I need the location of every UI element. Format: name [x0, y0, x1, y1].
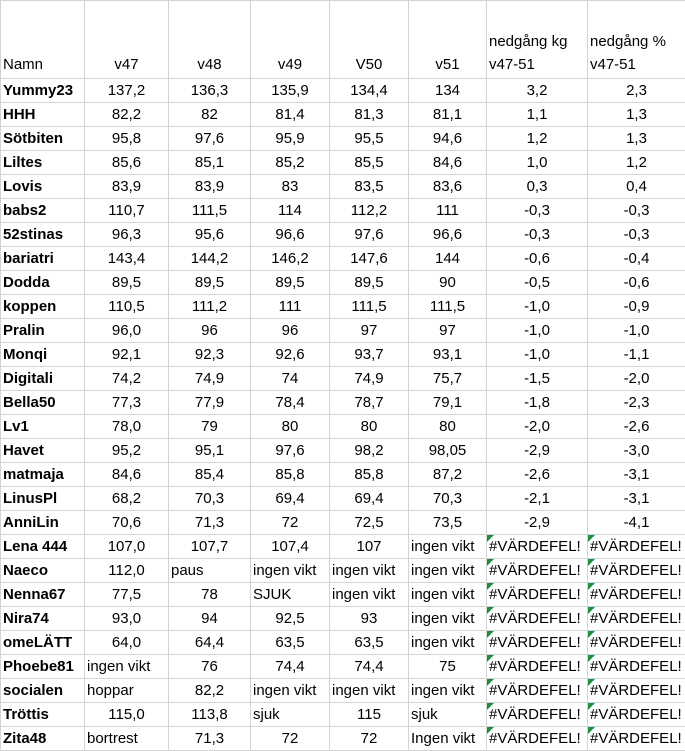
cell-v51[interactable]: 84,6 [409, 151, 487, 175]
cell-kg[interactable]: -1,8 [487, 391, 588, 415]
cell-v50[interactable]: 107 [330, 535, 409, 559]
cell-name[interactable]: Nira74 [1, 607, 85, 631]
table-row [1, 295, 685, 319]
cell-v48[interactable]: 83,9 [169, 175, 251, 199]
error-indicator-icon [588, 703, 595, 710]
cell-v50[interactable]: 72,5 [330, 511, 409, 535]
cell-v51[interactable]: 81,1 [409, 103, 487, 127]
cell-pct[interactable]: #VÄRDEFEL! [588, 583, 685, 607]
cell-pct[interactable]: -3,1 [588, 487, 685, 511]
cell-v47[interactable]: 64,0 [85, 631, 169, 655]
cell-v51[interactable]: 80 [409, 415, 487, 439]
cell-name[interactable]: Tröttis [1, 703, 85, 727]
cell-v51[interactable]: 98,05 [409, 439, 487, 463]
header-cell-v48[interactable]: v48 [169, 1, 251, 79]
cell-v51[interactable]: 96,6 [409, 223, 487, 247]
cell-v49[interactable]: 74 [251, 367, 330, 391]
header-kg-line2: v47-51 [489, 53, 585, 76]
cell-kg[interactable]: -1,0 [487, 343, 588, 367]
cell-v47[interactable]: 70,6 [85, 511, 169, 535]
table-row [1, 559, 685, 583]
cell-v47[interactable]: 95,2 [85, 439, 169, 463]
cell-v48[interactable]: 77,9 [169, 391, 251, 415]
cell-v48[interactable]: 82 [169, 103, 251, 127]
error-indicator-icon [588, 631, 595, 638]
cell-v51[interactable]: 83,6 [409, 175, 487, 199]
error-indicator-icon [487, 535, 494, 542]
cell-kg[interactable]: -0,6 [487, 247, 588, 271]
cell-v47[interactable]: ingen vikt [85, 655, 169, 679]
cell-kg[interactable]: -0,3 [487, 199, 588, 223]
cell-v51[interactable]: ingen vikt [409, 607, 487, 631]
cell-pct[interactable]: -3,1 [588, 463, 685, 487]
cell-v49[interactable]: 89,5 [251, 271, 330, 295]
table-row [1, 583, 685, 607]
cell-v47[interactable]: 83,9 [85, 175, 169, 199]
cell-kg[interactable]: -2,9 [487, 439, 588, 463]
cell-pct[interactable]: #VÄRDEFEL! [588, 727, 685, 751]
cell-name[interactable]: Bella50 [1, 391, 85, 415]
table-row [1, 535, 685, 559]
cell-kg[interactable]: 1,1 [487, 103, 588, 127]
cell-v50[interactable]: 115 [330, 703, 409, 727]
cell-v50[interactable]: 93,7 [330, 343, 409, 367]
table-row [1, 199, 685, 223]
cell-v48[interactable]: 96 [169, 319, 251, 343]
table-row [1, 103, 685, 127]
header-cell-v49[interactable]: v49 [251, 1, 330, 79]
cell-v51[interactable]: ingen vikt [409, 559, 487, 583]
error-indicator-icon [487, 559, 494, 566]
table-row [1, 367, 685, 391]
cell-v48[interactable]: 97,6 [169, 127, 251, 151]
error-indicator-icon [588, 679, 595, 686]
header-cell-name[interactable]: Namn [1, 1, 85, 79]
cell-v48[interactable]: 74,9 [169, 367, 251, 391]
cell-v49[interactable]: 85,2 [251, 151, 330, 175]
cell-pct[interactable]: -2,0 [588, 367, 685, 391]
cell-v51[interactable]: 79,1 [409, 391, 487, 415]
cell-v48[interactable]: 71,3 [169, 727, 251, 751]
cell-pct[interactable]: -0,3 [588, 199, 685, 223]
cell-v51[interactable]: 97 [409, 319, 487, 343]
cell-v49[interactable]: 92,6 [251, 343, 330, 367]
cell-kg[interactable]: #VÄRDEFEL! [487, 535, 588, 559]
error-indicator-icon [487, 679, 494, 686]
cell-v49[interactable]: 107,4 [251, 535, 330, 559]
cell-pct[interactable]: -0,9 [588, 295, 685, 319]
header-pct-line2: v47-51 [590, 53, 683, 76]
cell-v48[interactable]: 136,3 [169, 79, 251, 103]
cell-v50[interactable]: 63,5 [330, 631, 409, 655]
cell-v47[interactable]: 82,2 [85, 103, 169, 127]
error-indicator-icon [588, 535, 595, 542]
cell-v47[interactable]: 93,0 [85, 607, 169, 631]
cell-v48[interactable]: 85,1 [169, 151, 251, 175]
cell-pct[interactable]: #VÄRDEFEL! [588, 679, 685, 703]
cell-v48[interactable]: paus [169, 559, 251, 583]
table-row [1, 463, 685, 487]
cell-pct[interactable]: -3,0 [588, 439, 685, 463]
cell-v50[interactable]: 89,5 [330, 271, 409, 295]
cell-v48[interactable]: 111,2 [169, 295, 251, 319]
error-indicator-icon [588, 655, 595, 662]
cell-kg[interactable]: -2,9 [487, 511, 588, 535]
cell-pct[interactable]: #VÄRDEFEL! [588, 703, 685, 727]
cell-v49[interactable]: 72 [251, 727, 330, 751]
cell-v51[interactable]: ingen vikt [409, 631, 487, 655]
header-cell-v47[interactable]: v47 [85, 1, 169, 79]
cell-v50[interactable]: 97 [330, 319, 409, 343]
error-indicator-icon [588, 559, 595, 566]
cell-v49[interactable]: SJUK [251, 583, 330, 607]
cell-v47[interactable]: hoppar [85, 679, 169, 703]
cell-name[interactable]: omeLÄTT [1, 631, 85, 655]
cell-v47[interactable]: 84,6 [85, 463, 169, 487]
cell-name[interactable]: Havet [1, 439, 85, 463]
cell-pct[interactable]: -2,3 [588, 391, 685, 415]
table-row [1, 127, 685, 151]
cell-v49[interactable]: 81,4 [251, 103, 330, 127]
cell-v49[interactable]: 69,4 [251, 487, 330, 511]
table-row [1, 79, 685, 103]
cell-v50[interactable]: 69,4 [330, 487, 409, 511]
cell-v49[interactable]: ingen vikt [251, 679, 330, 703]
cell-v48[interactable]: 111,5 [169, 199, 251, 223]
cell-v50[interactable]: 111,5 [330, 295, 409, 319]
cell-v47[interactable]: 95,8 [85, 127, 169, 151]
cell-kg[interactable]: -2,6 [487, 463, 588, 487]
cell-v51[interactable]: 93,1 [409, 343, 487, 367]
cell-name[interactable]: HHH [1, 103, 85, 127]
cell-pct[interactable]: 1,2 [588, 151, 685, 175]
cell-pct[interactable]: #VÄRDEFEL! [588, 559, 685, 583]
cell-v47[interactable]: 78,0 [85, 415, 169, 439]
cell-v50[interactable]: 98,2 [330, 439, 409, 463]
cell-v49[interactable]: 96,6 [251, 223, 330, 247]
cell-v51[interactable]: ingen vikt [409, 535, 487, 559]
cell-v48[interactable]: 144,2 [169, 247, 251, 271]
cell-name[interactable]: Lv1 [1, 415, 85, 439]
cell-kg[interactable]: #VÄRDEFEL! [487, 703, 588, 727]
cell-v48[interactable]: 92,3 [169, 343, 251, 367]
table-row [1, 439, 685, 463]
cell-name[interactable]: Nenna67 [1, 583, 85, 607]
cell-pct[interactable]: -2,6 [588, 415, 685, 439]
cell-pct[interactable]: #VÄRDEFEL! [588, 631, 685, 655]
cell-v47[interactable]: 110,7 [85, 199, 169, 223]
cell-v47[interactable]: 143,4 [85, 247, 169, 271]
cell-v51[interactable]: 87,2 [409, 463, 487, 487]
cell-v51[interactable]: ingen vikt [409, 583, 487, 607]
cell-pct[interactable]: -0,6 [588, 271, 685, 295]
cell-v49[interactable]: 92,5 [251, 607, 330, 631]
header-cell-v50[interactable]: V50 [330, 1, 409, 79]
cell-v50[interactable]: 78,7 [330, 391, 409, 415]
table-row [1, 319, 685, 343]
cell-v51[interactable]: 111 [409, 199, 487, 223]
cell-name[interactable]: Naeco [1, 559, 85, 583]
cell-pct[interactable]: 0,4 [588, 175, 685, 199]
cell-v49[interactable]: sjuk [251, 703, 330, 727]
cell-v51[interactable]: ingen vikt [409, 679, 487, 703]
cell-v50[interactable]: 134,4 [330, 79, 409, 103]
cell-name[interactable]: Phoebe81 [1, 655, 85, 679]
cell-v51[interactable]: 75,7 [409, 367, 487, 391]
cell-v49[interactable]: 72 [251, 511, 330, 535]
table-row [1, 415, 685, 439]
header-kg-line1: nedgång kg [489, 30, 585, 53]
cell-v51[interactable]: 73,5 [409, 511, 487, 535]
cell-v50[interactable]: 95,5 [330, 127, 409, 151]
cell-v49[interactable]: 74,4 [251, 655, 330, 679]
cell-kg[interactable]: -0,5 [487, 271, 588, 295]
table-row [1, 679, 685, 703]
cell-v49[interactable]: 135,9 [251, 79, 330, 103]
cell-kg[interactable]: 3,2 [487, 79, 588, 103]
cell-kg[interactable]: #VÄRDEFEL! [487, 583, 588, 607]
cell-v50[interactable]: 85,8 [330, 463, 409, 487]
error-indicator-icon [487, 727, 494, 734]
cell-v51[interactable]: 134 [409, 79, 487, 103]
error-indicator-icon [487, 703, 494, 710]
cell-pct[interactable]: -0,4 [588, 247, 685, 271]
cell-v51[interactable]: 90 [409, 271, 487, 295]
header-row [1, 1, 685, 79]
cell-v47[interactable]: 110,5 [85, 295, 169, 319]
cell-v48[interactable]: 85,4 [169, 463, 251, 487]
cell-kg[interactable]: -1,5 [487, 367, 588, 391]
table-row [1, 655, 685, 679]
cell-v51[interactable]: 144 [409, 247, 487, 271]
cell-name[interactable]: Dodda [1, 271, 85, 295]
cell-name[interactable]: bariatri [1, 247, 85, 271]
table-row [1, 511, 685, 535]
cell-kg[interactable]: #VÄRDEFEL! [487, 655, 588, 679]
cell-v51[interactable]: 75 [409, 655, 487, 679]
cell-name[interactable]: AnniLin [1, 511, 85, 535]
cell-v48[interactable]: 89,5 [169, 271, 251, 295]
cell-pct[interactable]: #VÄRDEFEL! [588, 535, 685, 559]
cell-v49[interactable]: 111 [251, 295, 330, 319]
cell-v50[interactable]: 93 [330, 607, 409, 631]
cell-v47[interactable]: 137,2 [85, 79, 169, 103]
cell-kg[interactable]: -1,0 [487, 295, 588, 319]
header-cell-kg[interactable] [487, 1, 588, 79]
cell-v51[interactable]: 70,3 [409, 487, 487, 511]
cell-kg[interactable]: #VÄRDEFEL! [487, 631, 588, 655]
cell-name[interactable]: Liltes [1, 151, 85, 175]
cell-v47[interactable]: 68,2 [85, 487, 169, 511]
cell-v49[interactable]: 63,5 [251, 631, 330, 655]
cell-v47[interactable]: bortrest [85, 727, 169, 751]
cell-v50[interactable]: 147,6 [330, 247, 409, 271]
cell-pct[interactable]: #VÄRDEFEL! [588, 607, 685, 631]
cell-name[interactable]: babs2 [1, 199, 85, 223]
cell-name[interactable]: Monqi [1, 343, 85, 367]
table-row [1, 391, 685, 415]
table-row [1, 487, 685, 511]
cell-name[interactable]: 52stinas [1, 223, 85, 247]
table-row [1, 175, 685, 199]
cell-v48[interactable]: 107,7 [169, 535, 251, 559]
cell-v47[interactable]: 89,5 [85, 271, 169, 295]
cell-v50[interactable]: 97,6 [330, 223, 409, 247]
cell-v47[interactable]: 74,2 [85, 367, 169, 391]
cell-v49[interactable]: 85,8 [251, 463, 330, 487]
error-indicator-icon [588, 607, 595, 614]
cell-v47[interactable]: 107,0 [85, 535, 169, 559]
header-cell-pct[interactable] [588, 1, 685, 79]
error-indicator-icon [487, 655, 494, 662]
cell-name[interactable]: Yummy23 [1, 79, 85, 103]
cell-kg[interactable]: 1,0 [487, 151, 588, 175]
cell-v51[interactable]: 111,5 [409, 295, 487, 319]
cell-v50[interactable]: ingen vikt [330, 679, 409, 703]
cell-v47[interactable]: 115,0 [85, 703, 169, 727]
table-row [1, 343, 685, 367]
table-row [1, 247, 685, 271]
cell-name[interactable]: Digitali [1, 367, 85, 391]
cell-pct[interactable]: -0,3 [588, 223, 685, 247]
table-row [1, 631, 685, 655]
cell-v50[interactable]: 74,9 [330, 367, 409, 391]
cell-v48[interactable]: 76 [169, 655, 251, 679]
cell-v51[interactable]: 94,6 [409, 127, 487, 151]
cell-name[interactable]: Pralin [1, 319, 85, 343]
cell-v48[interactable]: 113,8 [169, 703, 251, 727]
cell-v49[interactable]: 97,6 [251, 439, 330, 463]
header-cell-v51[interactable]: v51 [409, 1, 487, 79]
cell-kg[interactable]: 0,3 [487, 175, 588, 199]
cell-kg[interactable]: #VÄRDEFEL! [487, 559, 588, 583]
cell-v48[interactable]: 79 [169, 415, 251, 439]
cell-v50[interactable]: 83,5 [330, 175, 409, 199]
cell-v50[interactable]: 85,5 [330, 151, 409, 175]
cell-kg[interactable]: #VÄRDEFEL! [487, 727, 588, 751]
error-indicator-icon [487, 583, 494, 590]
cell-kg[interactable]: 1,2 [487, 127, 588, 151]
cell-kg[interactable]: -0,3 [487, 223, 588, 247]
cell-kg[interactable]: -1,0 [487, 319, 588, 343]
cell-pct[interactable]: 1,3 [588, 103, 685, 127]
cell-v50[interactable]: 81,3 [330, 103, 409, 127]
cell-v51[interactable]: sjuk [409, 703, 487, 727]
cell-v51[interactable]: Ingen vikt [409, 727, 487, 751]
cell-v47[interactable]: 112,0 [85, 559, 169, 583]
cell-v48[interactable]: 71,3 [169, 511, 251, 535]
cell-pct[interactable]: 2,3 [588, 79, 685, 103]
cell-name[interactable]: Lena 444 [1, 535, 85, 559]
cell-v47[interactable]: 85,6 [85, 151, 169, 175]
cell-name[interactable]: matmaja [1, 463, 85, 487]
cell-kg[interactable]: -2,0 [487, 415, 588, 439]
cell-name[interactable]: Sötbiten [1, 127, 85, 151]
cell-v47[interactable]: 96,0 [85, 319, 169, 343]
cell-v50[interactable]: ingen vikt [330, 583, 409, 607]
header-pct-line1: nedgång % [590, 30, 683, 53]
cell-v50[interactable]: 74,4 [330, 655, 409, 679]
error-indicator-icon [588, 583, 595, 590]
error-indicator-icon [487, 607, 494, 614]
cell-v50[interactable]: 72 [330, 727, 409, 751]
cell-v49[interactable]: ingen vikt [251, 559, 330, 583]
cell-pct[interactable]: -1,1 [588, 343, 685, 367]
cell-v47[interactable]: 96,3 [85, 223, 169, 247]
table-row [1, 727, 685, 751]
error-indicator-icon [588, 727, 595, 734]
cell-v48[interactable]: 78 [169, 583, 251, 607]
cell-name[interactable]: LinusPl [1, 487, 85, 511]
cell-name[interactable]: Lovis [1, 175, 85, 199]
cell-v49[interactable]: 78,4 [251, 391, 330, 415]
cell-v49[interactable]: 95,9 [251, 127, 330, 151]
cell-v50[interactable]: 112,2 [330, 199, 409, 223]
cell-name[interactable]: koppen [1, 295, 85, 319]
cell-v48[interactable]: 95,1 [169, 439, 251, 463]
cell-name[interactable]: Zita48 [1, 727, 85, 751]
cell-pct[interactable]: -4,1 [588, 511, 685, 535]
table-row [1, 151, 685, 175]
cell-v47[interactable]: 92,1 [85, 343, 169, 367]
cell-v48[interactable]: 70,3 [169, 487, 251, 511]
cell-kg[interactable]: #VÄRDEFEL! [487, 607, 588, 631]
cell-v50[interactable]: ingen vikt [330, 559, 409, 583]
table-row [1, 271, 685, 295]
cell-pct[interactable]: -1,0 [588, 319, 685, 343]
cell-v49[interactable]: 146,2 [251, 247, 330, 271]
cell-name[interactable]: socialen [1, 679, 85, 703]
cell-v48[interactable]: 82,2 [169, 679, 251, 703]
cell-v49[interactable]: 114 [251, 199, 330, 223]
cell-v49[interactable]: 96 [251, 319, 330, 343]
cell-pct[interactable]: 1,3 [588, 127, 685, 151]
table-row [1, 223, 685, 247]
cell-v48[interactable]: 95,6 [169, 223, 251, 247]
cell-pct[interactable]: #VÄRDEFEL! [588, 655, 685, 679]
error-indicator-icon [487, 631, 494, 638]
cell-kg[interactable]: #VÄRDEFEL! [487, 679, 588, 703]
table-row [1, 703, 685, 727]
cell-v49[interactable]: 83 [251, 175, 330, 199]
table-row [1, 607, 685, 631]
cell-v48[interactable]: 94 [169, 607, 251, 631]
cell-v47[interactable]: 77,5 [85, 583, 169, 607]
cell-v47[interactable]: 77,3 [85, 391, 169, 415]
cell-v50[interactable]: 80 [330, 415, 409, 439]
cell-v48[interactable]: 64,4 [169, 631, 251, 655]
cell-kg[interactable]: -2,1 [487, 487, 588, 511]
cell-v49[interactable]: 80 [251, 415, 330, 439]
